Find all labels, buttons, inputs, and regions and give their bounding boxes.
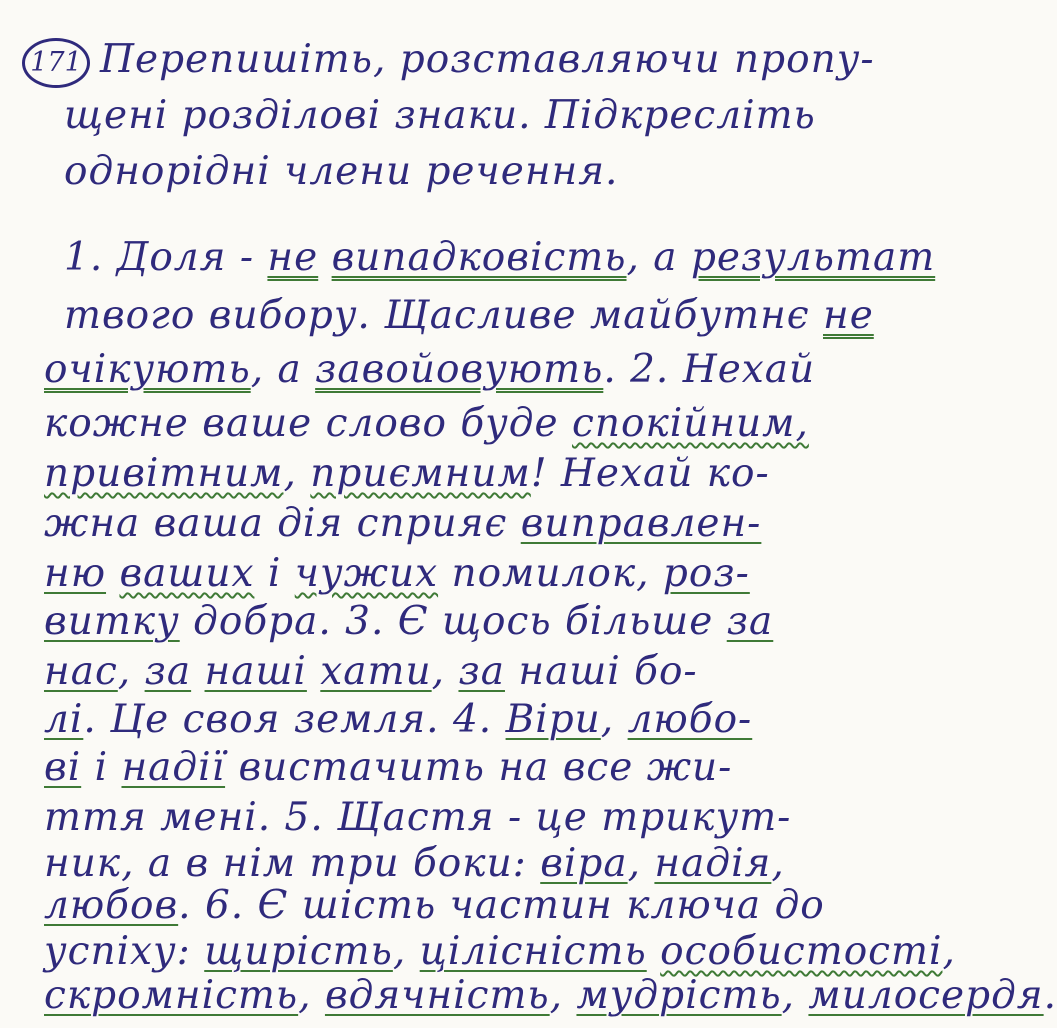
text-fragment: , xyxy=(298,973,325,1018)
predicate-word: очікують xyxy=(44,347,251,392)
text-fragment: . 2. Нехай xyxy=(603,347,816,392)
predicate-word: завойовують xyxy=(315,347,604,392)
modifier-word: приємним xyxy=(310,451,531,496)
text-fragment: ник, а в нім три боки: xyxy=(44,841,541,886)
text-fragment: , xyxy=(431,649,459,694)
text-line-7 xyxy=(44,548,974,600)
text-line-12 xyxy=(44,792,974,844)
text-fragment: , а xyxy=(250,347,316,392)
text-line-16 xyxy=(44,970,1057,1022)
text-line-1 xyxy=(64,232,994,284)
subject-word: щирість xyxy=(204,929,393,974)
text-fragment: вистачить на все жи- xyxy=(225,745,733,790)
text-fragment xyxy=(106,551,119,596)
task-number-circle: 171 xyxy=(22,38,90,88)
text-fragment: , xyxy=(627,841,655,886)
text-line-14 xyxy=(44,880,974,932)
text-fragment: , xyxy=(771,841,785,886)
subject-word: віра xyxy=(540,841,628,886)
text-fragment: ття мені. 5. Щастя - це трикут- xyxy=(44,795,792,840)
modifier-word: привітним xyxy=(44,451,284,496)
text-fragment: добра. 3. Є щось більше xyxy=(179,599,727,644)
task-line-2: щені розділові знаки. Підкресліть xyxy=(64,93,816,138)
modifier-word: ваших xyxy=(119,551,255,596)
text-fragment: . 6. Є шість частин ключа до xyxy=(178,883,825,928)
modifier-word: особистості xyxy=(660,929,943,974)
object-word: ню xyxy=(44,551,107,596)
text-fragment: , xyxy=(781,973,809,1018)
text-fragment: . Це своя земля. 4. xyxy=(83,697,506,742)
text-fragment: жна ваша дія сприяє xyxy=(44,501,521,546)
subject-word: милосердя xyxy=(808,973,1044,1018)
text-fragment: 1. Доля - xyxy=(64,235,268,280)
object-word: за xyxy=(458,649,505,694)
text-fragment xyxy=(318,235,331,280)
predicate-word: результат xyxy=(690,235,936,280)
subject-word: скромність xyxy=(44,973,299,1018)
object-word: виправлен- xyxy=(520,501,762,546)
text-line-2 xyxy=(64,290,994,342)
subject-word: Віри xyxy=(505,697,601,742)
text-fragment: помилок, xyxy=(438,551,663,596)
text-fragment: і xyxy=(81,745,122,790)
subject-word: ві xyxy=(44,745,82,790)
object-word: роз- xyxy=(662,551,750,596)
text-fragment: , xyxy=(549,973,577,1018)
text-line-5 xyxy=(44,448,974,500)
text-line-6 xyxy=(44,498,974,550)
object-word: наші xyxy=(204,649,307,694)
text-fragment: . xyxy=(1043,973,1057,1018)
subject-word: надія xyxy=(654,841,772,886)
modifier-word: чужих xyxy=(294,551,439,596)
modifier-word: спокійним, xyxy=(572,401,809,446)
text-fragment: твого вибору. Щасливе майбутнє xyxy=(64,293,823,338)
subject-word: любов xyxy=(44,883,179,928)
text-line-8 xyxy=(44,596,974,648)
text-fragment: , xyxy=(392,929,420,974)
text-fragment: , xyxy=(117,649,145,694)
text-fragment: , xyxy=(600,697,628,742)
subject-word: надії xyxy=(121,745,226,790)
subject-word: любо- xyxy=(627,697,753,742)
text-fragment: успіху: xyxy=(44,929,205,974)
object-word: нас xyxy=(44,649,118,694)
object-word: витку xyxy=(44,599,180,644)
text-fragment xyxy=(191,649,204,694)
subject-word: мудрість xyxy=(576,973,782,1018)
text-line-4 xyxy=(44,398,974,450)
text-fragment: і xyxy=(254,551,295,596)
text-fragment: кожне ваше слово буде xyxy=(44,401,572,446)
text-line-11 xyxy=(44,742,974,794)
text-fragment: наші бо- xyxy=(504,649,698,694)
object-word: за xyxy=(144,649,192,694)
task-line-1: Перепишіть, розставляючи пропу- xyxy=(100,37,875,82)
subject-word: вдячність xyxy=(324,973,550,1018)
predicate-word: не xyxy=(823,293,874,338)
text-fragment xyxy=(307,649,320,694)
text-fragment xyxy=(647,929,660,974)
predicate-word: не xyxy=(267,235,319,280)
text-fragment: , xyxy=(942,929,956,974)
object-word: за xyxy=(726,599,774,644)
subject-word: цілісність xyxy=(419,929,647,974)
text-fragment: , xyxy=(283,451,311,496)
object-word: лі xyxy=(44,697,84,742)
task-line-3: однорідні члени речення. xyxy=(64,149,619,194)
object-word: хати xyxy=(320,649,432,694)
predicate-word: випадковість xyxy=(331,235,627,280)
text-line-9 xyxy=(44,646,974,698)
text-line-3 xyxy=(44,344,974,396)
text-fragment: ! Нехай ко- xyxy=(530,451,770,496)
text-fragment: , а xyxy=(626,235,691,280)
text-line-10 xyxy=(44,694,974,746)
